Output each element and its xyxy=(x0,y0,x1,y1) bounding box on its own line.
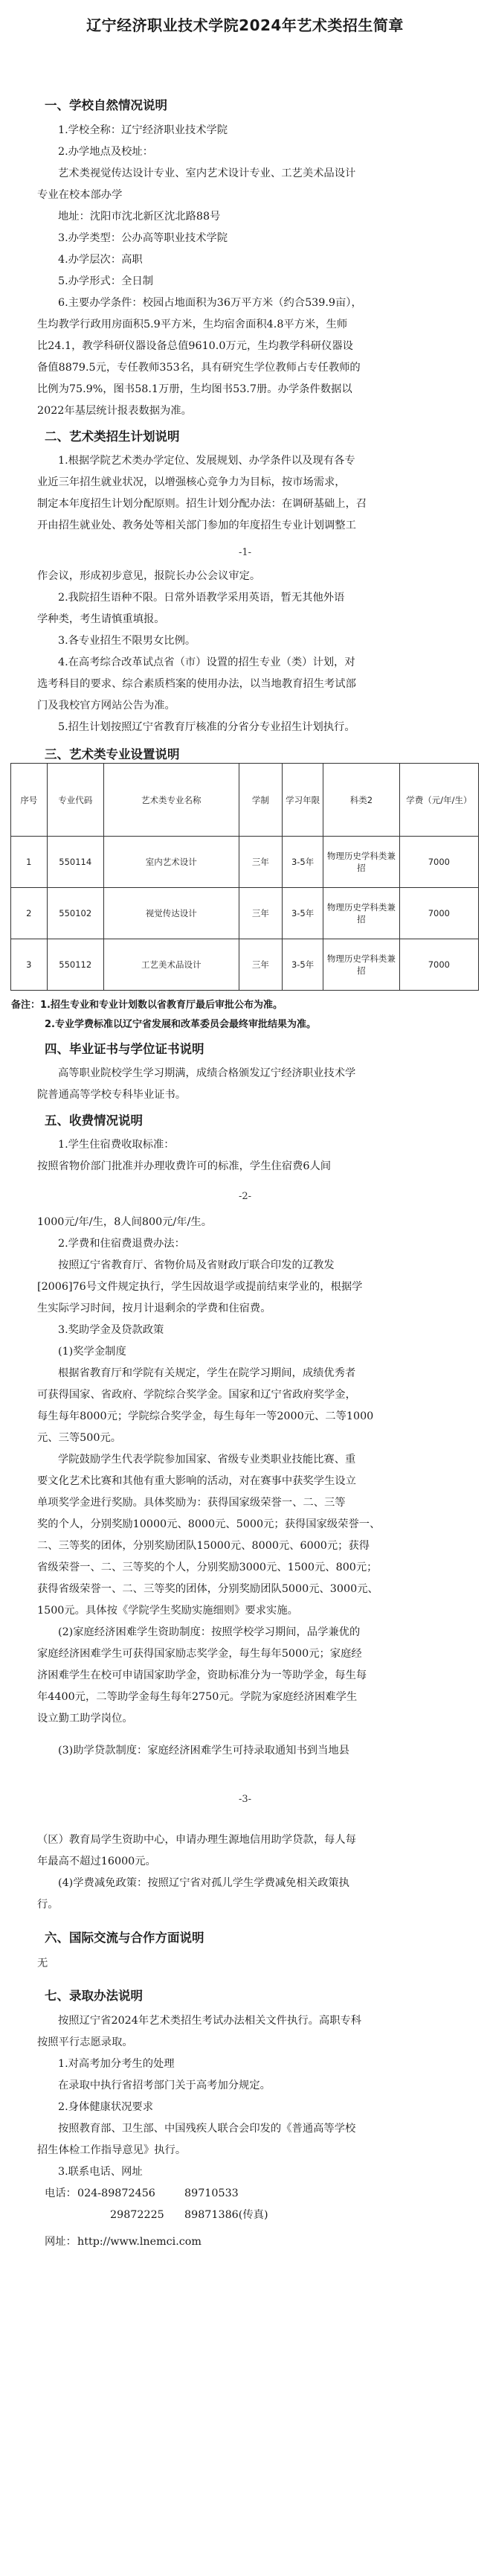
contact-phone-3: 29872225 xyxy=(110,2209,164,2221)
section-heading-fees: 五、收费情况说明 xyxy=(45,1113,143,1128)
cell-name: 室内艺术设计 xyxy=(103,837,239,888)
paragraph-line: 3.联系电话、网址 xyxy=(58,2166,143,2178)
paragraph-line: 2.我院招生语种不限。日常外语教学采用英语，暂无其他外语 xyxy=(58,592,345,604)
col-header-years: 学习年限 xyxy=(283,764,323,837)
paragraph-line: 5.招生计划按照辽宁省教育厅核准的分省分专业招生计划执行。 xyxy=(58,721,355,733)
table-row xyxy=(11,837,479,888)
table-row xyxy=(11,939,479,991)
paragraph-line: 年最高不超过16000元。 xyxy=(37,1856,156,1867)
paragraph-line: 作会议，形成初步意见，报院长办公会议审定。 xyxy=(37,570,261,582)
paragraph-line: 年4400元，二等助学金每生每年2750元。学院为家庭经济困难学生 xyxy=(37,1691,358,1703)
cell-length: 三年 xyxy=(239,888,283,939)
paragraph-line: 行。 xyxy=(37,1899,59,1911)
page-number: -2- xyxy=(238,1191,252,1202)
cell-fee: 7000 xyxy=(399,837,478,888)
section-heading-certificates: 四、毕业证书与学位证书说明 xyxy=(45,1042,204,1056)
paragraph-line: （区）教育局学生资助中心，申请办理生源地信用助学贷款，每人每 xyxy=(37,1834,356,1846)
paragraph-line: 4.办学层次：高职 xyxy=(58,254,143,266)
cell-length: 三年 xyxy=(239,837,283,888)
section-heading-program-setup: 三、艺术类专业设置说明 xyxy=(45,747,180,761)
cell-index: 1 xyxy=(11,837,48,888)
paragraph-line: 开由招生就业处、教务处等相关部门参加的年度招生专业计划调整工 xyxy=(37,520,356,531)
contact-phone-2: 89710533 xyxy=(184,2187,239,2199)
paragraph-line: 1.学生住宿费收取标准： xyxy=(58,1139,175,1151)
paragraph-line: 获得省级荣誉一、二、三等奖的团体，分别奖励团队5000元、3000元、 xyxy=(37,1583,378,1595)
cell-name: 视觉传达设计 xyxy=(103,888,239,939)
col-header-index: 序号 xyxy=(11,764,48,837)
paragraph-line: 高等职业院校学生学习期满，成绩合格颁发辽宁经济职业技术学 xyxy=(58,1067,356,1079)
paragraph-line: 比24.1，教学科研仪器设备总值9610.0万元，生均教学科研仪器设 xyxy=(37,340,353,352)
cell-years: 3-5年 xyxy=(283,837,323,888)
col-header-subject: 科类2 xyxy=(323,764,400,837)
document-title: 辽宁经济职业技术学院2024年艺术类招生简章 xyxy=(86,16,404,34)
contact-phone-1: 024-89872456 xyxy=(77,2187,155,2199)
cell-code: 550114 xyxy=(47,837,103,888)
paragraph-line: 奖的个人，分别奖励10000元、8000元、5000元；获得国家级荣誉一、 xyxy=(37,1518,381,1530)
paragraph-line: 3.奖助学金及贷款政策 xyxy=(58,1324,164,1336)
col-header-name: 艺术类专业名称 xyxy=(103,764,239,837)
paragraph-line: 无 xyxy=(37,1957,48,1969)
section-heading-enrollment-plan: 二、艺术类招生计划说明 xyxy=(45,429,180,444)
paragraph-line: 1000元/年/生，8人间800元/年/生。 xyxy=(37,1216,213,1228)
website-label: 网址： xyxy=(45,2236,77,2248)
paragraph-line: (2)家庭经济困难学生资助制度：按照学校学习期间，品学兼优的 xyxy=(58,1626,361,1638)
paragraph-line: 按照省物价部门批准并办理收费许可的标准，学生住宿费6人间 xyxy=(37,1160,332,1172)
paragraph-line: 按照辽宁省教育厅、省物价局及省财政厅联合印发的辽教发 xyxy=(58,1259,335,1271)
paragraph-line: 门及我校官方网站公告为准。 xyxy=(37,700,175,712)
paragraph-line: 1.对高考加分考生的处理 xyxy=(58,2058,175,2070)
paragraph-line: 按照辽宁省2024年艺术类招生考试办法相关文件执行。高职专科 xyxy=(58,2015,362,2027)
paragraph-line: 1.学校全称：辽宁经济职业技术学院 xyxy=(58,124,228,136)
paragraph-line: (3)助学贷款制度：家庭经济困难学生可持录取通知书到当地县 xyxy=(58,1745,349,1757)
paragraph-line: 5.办学形式：全日制 xyxy=(58,275,154,287)
cell-name: 工艺美术品设计 xyxy=(103,939,239,991)
paragraph-line: 艺术类视觉传达设计专业、室内艺术设计专业、工艺美术品设计 xyxy=(58,167,356,179)
paragraph-line: 要文化艺术比赛和其他有重大影响的活动，对在赛事中获奖学生设立 xyxy=(37,1475,356,1487)
paragraph-line: 备值8879.5元，专任教师353名，具有研究生学位教师占专任教师的 xyxy=(37,362,361,374)
paragraph-line: 家庭经济困难学生可获得国家励志奖学金，每生每年5000元；家庭经 xyxy=(37,1648,362,1660)
paragraph-line: 学院鼓励学生代表学院参加国家、省级专业类职业技能比赛、重 xyxy=(58,1454,356,1466)
cell-code: 550112 xyxy=(47,939,103,991)
paragraph-line: 2022年基层统计报表数据为准。 xyxy=(37,405,192,417)
paragraph-line: 生实际学习时间，按月计退剩余的学费和住宿费。 xyxy=(37,1303,271,1314)
paragraph-line: 设立勤工助学岗位。 xyxy=(37,1713,133,1725)
cell-fee: 7000 xyxy=(399,939,478,991)
contact-fax: 89871386(传真) xyxy=(184,2209,268,2221)
cell-length: 三年 xyxy=(239,939,283,991)
paragraph-line: (1)奖学金制度 xyxy=(58,1346,126,1358)
section-heading-admission: 七、录取办法说明 xyxy=(45,1989,143,2003)
program-table xyxy=(10,763,479,991)
paragraph-line: 根据省教育厅和学院有关规定，学生在院学习期间，成绩优秀者 xyxy=(58,1367,356,1379)
paragraph-line: 招生体检工作指导意见》执行。 xyxy=(37,2144,187,2156)
col-header-fee: 学费（元/年/生） xyxy=(399,764,478,837)
cell-subject: 物理历史学科类兼招 xyxy=(323,837,400,888)
paragraph-line: 元、三等500元。 xyxy=(37,1432,122,1444)
col-header-length: 学制 xyxy=(239,764,283,837)
paragraph-line: 3.办学类型：公办高等职业技术学院 xyxy=(58,232,228,244)
section-heading-school-info: 一、学校自然情况说明 xyxy=(45,98,167,112)
cell-fee: 7000 xyxy=(399,888,478,939)
cell-subject: 物理历史学科类兼招 xyxy=(323,888,400,939)
paragraph-line: 选考科目的要求、综合素质档案的使用办法，以当地教育招生考试部 xyxy=(37,678,356,690)
table-header-row xyxy=(11,764,479,837)
paragraph-line: 2.身体健康状况要求 xyxy=(58,2101,154,2113)
paragraph-line: 3.各专业招生不限男女比例。 xyxy=(58,635,196,647)
paragraph-line: 1.根据学院艺术类办学定位、发展规划、办学条件以及现有各专 xyxy=(58,455,355,467)
cell-index: 3 xyxy=(11,939,48,991)
paragraph-line: 专业在校本部办学 xyxy=(37,189,123,201)
table-note: 2.专业学费标准以辽宁省发展和改革委员会最终审批结果为准。 xyxy=(45,1019,316,1030)
paragraph-line: 二、三等奖的团体，分别奖励团队15000元、8000元、6000元；获得 xyxy=(37,1540,370,1552)
paragraph-line: 2.学费和住宿费退费办法： xyxy=(58,1238,185,1250)
cell-subject: 物理历史学科类兼招 xyxy=(323,939,400,991)
cell-index: 2 xyxy=(11,888,48,939)
paragraph-line: 按照教育部、卫生部、中国残疾人联合会印发的《普通高等学校 xyxy=(58,2123,356,2135)
paragraph-line: 省级荣誉一、二、三等奖的个人，分别奖励3000元、1500元、800元； xyxy=(37,1562,378,1573)
paragraph-line: 2.办学地点及校址： xyxy=(58,146,154,158)
paragraph-line: 比例为75.9%，图书58.1万册，生均图书53.7册。办学条件数据以 xyxy=(37,383,352,395)
section-heading-international: 六、国际交流与合作方面说明 xyxy=(45,1931,204,1945)
paragraph-line: 地址：沈阳市沈北新区沈北路88号 xyxy=(58,211,221,223)
paragraph-line: 学种类，考生请慎重填报。 xyxy=(37,613,165,625)
paragraph-line: 单项奖学金进行奖励。具体奖励为：获得国家级荣誉一、二、三等 xyxy=(37,1497,346,1509)
cell-code: 550102 xyxy=(47,888,103,939)
paragraph-line: (4)学费减免政策：按照辽宁省对孤儿学生学费减免相关政策执 xyxy=(58,1877,349,1889)
page-number: -3- xyxy=(238,1794,252,1805)
paragraph-line: 济困难学生在校可申请国家助学金，资助标准分为一等助学金，每生每 xyxy=(37,1669,367,1681)
col-header-code: 专业代码 xyxy=(47,764,103,837)
paragraph-line: 制定本年度招生计划分配原则。招生计划分配办法：在调研基础上，召 xyxy=(37,498,367,510)
paragraph-line: [2006]76号文件规定执行，学生因故退学或提前结束学业的，根据学 xyxy=(37,1281,363,1293)
cell-years: 3-5年 xyxy=(283,939,323,991)
paragraph-line: 按照平行志愿录取。 xyxy=(37,2036,133,2048)
paragraph-line: 1500元。具体按《学院学生奖励实施细则》要求实施。 xyxy=(37,1605,298,1617)
paragraph-line: 6.主要办学条件：校园占地面积为36万平方米（约合539.9亩）， xyxy=(58,297,362,309)
website-link[interactable]: http://www.lnemci.com xyxy=(77,2236,202,2248)
contact-phone-label: 电话： xyxy=(45,2187,77,2199)
paragraph-line: 院普通高等学校专科毕业证书。 xyxy=(37,1089,187,1101)
paragraph-line: 在录取中执行省招考部门关于高考加分规定。 xyxy=(58,2080,271,2091)
paragraph-line: 生均教学行政用房面积5.9平方米，生均宿舍面积4.8平方米，生师 xyxy=(37,319,348,330)
paragraph-line: 每生每年8000元；学院综合奖学金，每生每年一等2000元、二等1000 xyxy=(37,1410,374,1422)
paragraph-line: 4.在高考综合改革试点省（市）设置的招生专业（类）计划，对 xyxy=(58,656,355,668)
table-row xyxy=(11,888,479,939)
paragraph-line: 可获得国家、省政府、学院综合奖学金。国家和辽宁省政府奖学金， xyxy=(37,1389,356,1401)
paragraph-line: 业近三年招生就业状况，以增强核心竞争力为目标，按市场需求， xyxy=(37,476,346,488)
table-note: 备注：1.招生专业和专业计划数以省教育厅最后审批公布为准。 xyxy=(11,1000,283,1011)
page-number: -1- xyxy=(238,547,252,558)
cell-years: 3-5年 xyxy=(283,888,323,939)
